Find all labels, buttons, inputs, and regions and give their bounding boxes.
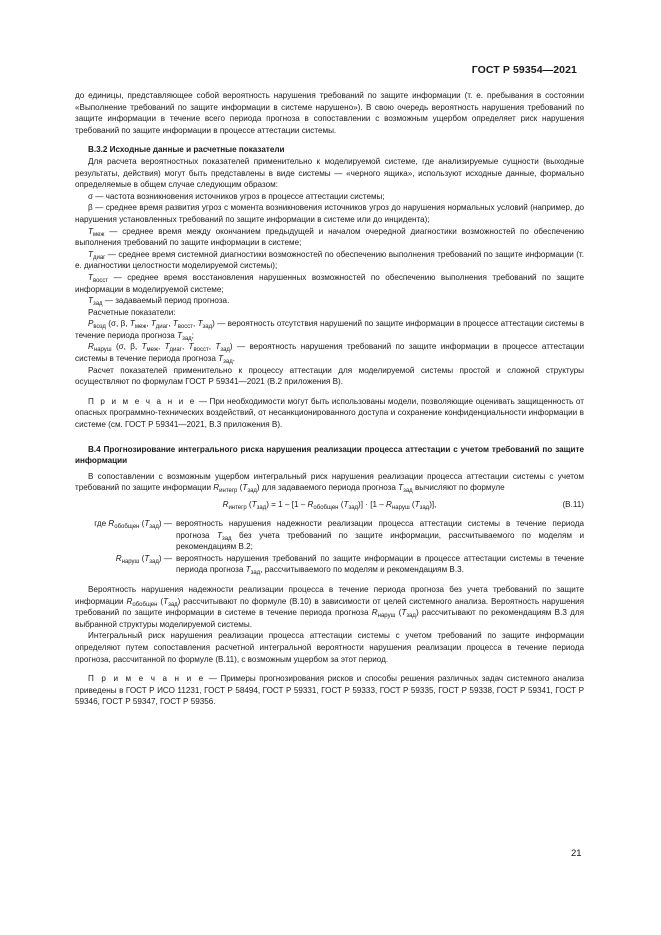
def-sigma: σ — частота возникновения источников угроз в процессе аттестации системы; — [88, 191, 385, 201]
section-heading-b32: В.3.2 Исходные данные и расчетные показатели — [88, 145, 285, 155]
page-content — [75, 90, 584, 708]
b32-paragraph-last: Расчет показателей применительно к процессу аттестации для моделируемой системы простой и сложной структуры осуществляют по формулам ГОСТ Р 59341—2021 (В.2 приложения В). — [75, 365, 584, 387]
formula-b11 — [75, 494, 584, 518]
b32-paragraph-1: Для расчета вероятностных показателей применительно к моделируемой системе, где анализируемые сущности (выходные результаты, действия) могут быть представлены в виде системы — «черного ящика», используют исходные данные, формально определяемые в общем случае следующим образом: — [75, 156, 584, 190]
def-pvozd: $P_{возд}$ (σ, β, $T_{меж}$, $T_{диаг}$, $T_{восст}$, $T_{зад}$) — вероятность отсутствия нарушений по защите информации в процессе аттестации системы в течение периода прогноза $T_{зад}$; — [75, 319, 585, 342]
def-tzad: $T_{зад}$ — задаваемый период прогноза. — [88, 296, 230, 308]
equation-number: (В.11) — [562, 500, 584, 509]
b4-paragraph-2: Вероятность нарушения надежности реализации процесса в течение периода прогноза без учета требований по защите информации $R_{обобщен}$ $(T_{зад})$ рассчитывают по формуле (В.10) в зависимости от целей системного анализа. Вероятность нарушения требований по защите информации в системе в течение периода прогноза $R_{наруш}$ $(T_{зад})$ рассчитывают по рекомендациям В.3 для выбранной структуры моделируемой системы. — [75, 584, 585, 629]
definition-row: $R_{наруш}$ $(T_{зад})$ — вероятность нарушения требований по защите информации в процессе аттестации системы в течение периода прогноза $T_{зад}$, рассчитываемого по моделям и рекомендациям В.3. — [115, 553, 584, 577]
b4-paragraph-1: В сопоставлении с возможным ущербом интегральный риск нарушения реализации процесса аттестации системы с учетом требований по защите информации $R_{интегр}$ $(T_{зад})$ для задаваемого периода прогноза $T_{зад}$ вычисляют по формуле — [75, 471, 584, 495]
def-tvosst: $T_{восст}$ — среднее время восстановления нарушенных возможностей по обеспечению выполнения требований по защите информации в моделируемой системе; — [75, 272, 584, 294]
def-tdiag: $T_{диаг}$ — среднее время системной диагностики возможностей по обеспечению выполнения требований по защите информации (т. е. диагностики целостности моделируемой системы); — [75, 249, 584, 271]
calc-label: Расчетные показатели: — [88, 307, 176, 317]
def-beta: β — среднее время развития угроз с момента возникновения источников угроз до нарушения нормальных условий (например, до нарушения установленных требований по защите информации в системе или до инцидента); — [75, 203, 584, 224]
b4-paragraph-3: Интегральный риск нарушения реализации процесса аттестации системы с учетом требований по защите информации определяют путем сопоставления расчетной интегральной вероятности нарушения реализации процесса в течение периода прогноза, рассчитанной по формуле (В.11), с возможным ущербом за этот период. — [75, 631, 584, 664]
def-rnarush: $R_{наруш}$ (σ, β, $T_{меж}$, $T_{диаг}$, $T_{восст}$, $T_{зад}$) — вероятность нарушения требований по защите информации в процессе аттестации системы в течение периода прогноза $T_{зад}$. — [75, 342, 585, 366]
formula-expression: $R_{интегр}$ $(T_{зад}) = 1 - [1 - R_{обобщен}$ $(T_{зад})] \cdot [1 - R_{наруш}$ $(T_{зад})$], — [222, 500, 437, 511]
page-number: 21 — [571, 848, 582, 859]
def-tmezh: $T_{меж}$ — среднее время между окончанием предыдущей и началом очередной диагностики возможностей по обеспечению выполнения требований по защите информации в системе; — [75, 226, 584, 248]
intro-paragraph: до единицы, представляющее собой вероятность нарушения требований по защите информации (т. е. пребывания в состоянии «Выполнение требований по защите информации в системе нарушено»). В свою очередь вероятность нарушения требований по защите информации в течение всего периода прогноза в сопоставлении с возможным ущербом определяет риск нарушения требований по защите информации в процессе аттестации системы. — [75, 91, 584, 135]
definition-row: где $R_{обобщен}$ $(T_{зад})$ — вероятность нарушения надежности реализации процесса аттестации системы в течение периода прогноза $T_{зад}$ без учета требований по защите информации, рассчитываемого по моделям и рекомендациям В.2; — [94, 519, 584, 552]
section-heading-b4: В.4 Прогнозирование интегрального риска нарушения реализации процесса аттестации с учетом требований по защите информации — [75, 444, 584, 466]
document-header: ГОСТ Р 59354—2021 — [471, 64, 577, 76]
formula-definitions — [48, 518, 584, 576]
note-b4: П р и м е ч а н и е — Примеры прогнозирования рисков и способы решения различных задач системного анализа приведены в ГОСТ Р ИСО 11231, ГОСТ Р 58494, ГОСТ Р 59331, ГОСТ Р 59333, ГОСТ Р 59335, ГОСТ Р 59338, ГОСТ Р 59341, ГОСТ Р 59346, ГОСТ Р 59347, ГОСТ Р 59356. — [75, 674, 584, 707]
note-b32: П р и м е ч а н и е — При необходимости могут быть использованы модели, позволяющие оценивать защищенность от опасных программно-технических воздействий, от несанкционированного доступа и сохранение конфиденциальности информации в системе (см. ГОСТ Р 59341—2021, В.3 приложения В). — [75, 396, 584, 430]
